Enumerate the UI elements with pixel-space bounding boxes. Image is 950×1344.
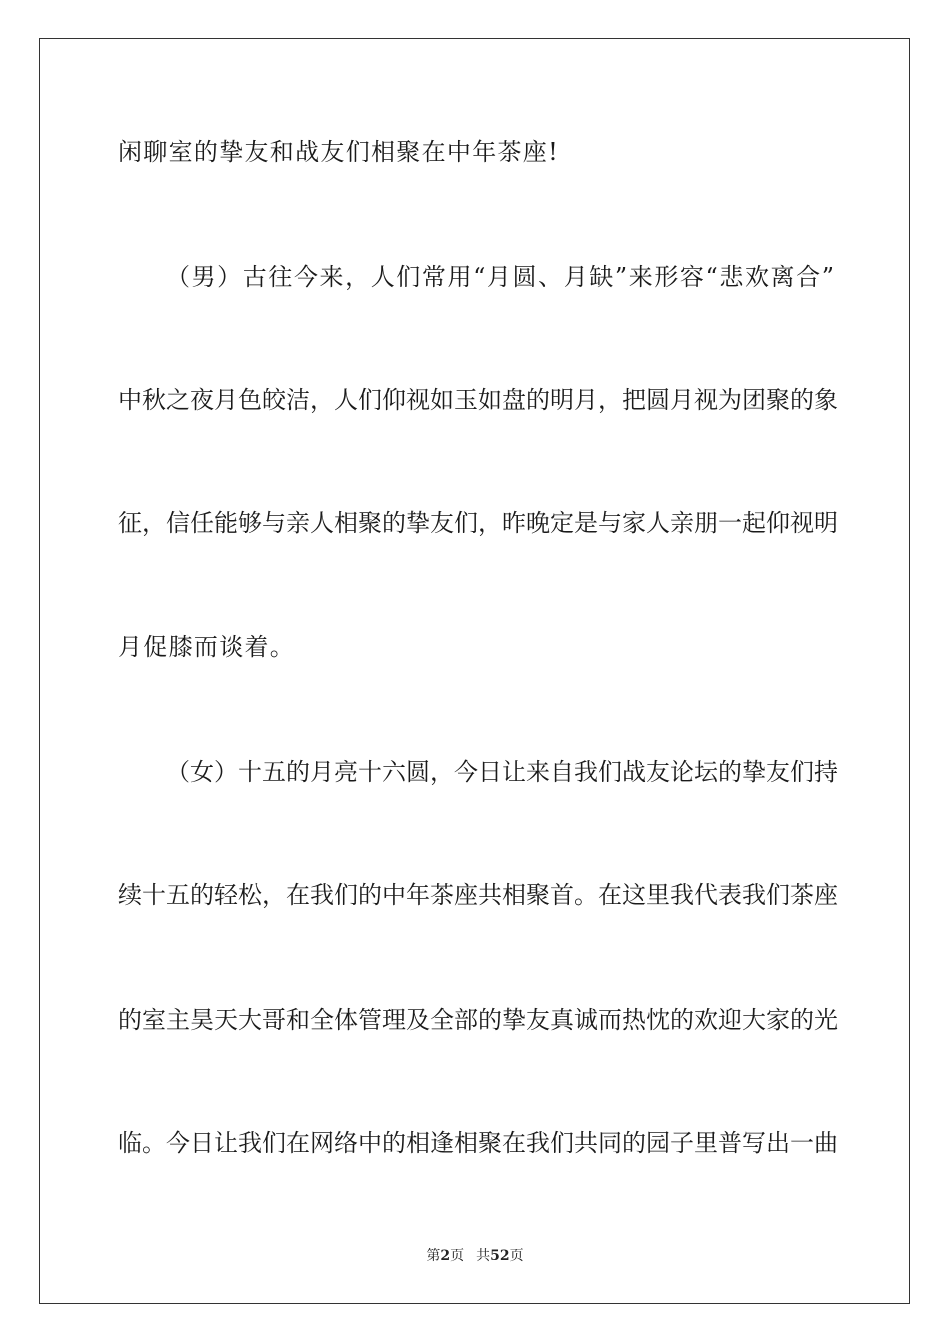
text-line-7: 续十五的轻松，在我们的中年茶座共相聚首。在这里我代表我们茶座 (118, 881, 838, 909)
text-line-5: 月促膝而谈着。 (118, 633, 296, 661)
text-line-2: （男）古往今来，人们常用“月圆、月缺”来形容“悲欢离合” (166, 263, 834, 291)
text-line-8: 的室主昊天大哥和全体管理及全部的挚友真诚而热忱的欢迎大家的光 (118, 1006, 838, 1034)
footer-total-pages: 52 (490, 1248, 510, 1264)
page-border (39, 38, 910, 1304)
footer-total-suffix: 页 (509, 1248, 524, 1264)
footer-total-prefix: 共 (476, 1248, 491, 1264)
page-footer (0, 1247, 950, 1265)
text-line-3: 中秋之夜月色皎洁，人们仰视如玉如盘的明月，把圆月视为团聚的象 (118, 386, 838, 414)
text-line-4: 征，信任能够与亲人相聚的挚友们，昨晚定是与家人亲朋一起仰视明 (118, 509, 838, 537)
footer-page-suffix: 页 (450, 1248, 465, 1264)
footer-page-number: 2 (440, 1248, 451, 1264)
footer-page-prefix: 第 (426, 1248, 441, 1264)
text-line-6: （女）十五的月亮十六圆，今日让来自我们战友论坛的挚友们持 (166, 758, 838, 786)
text-line-9: 临。今日让我们在网络中的相逢相聚在我们共同的园子里普写出一曲 (118, 1129, 838, 1157)
text-line-1: 闲聊室的挚友和战友们相聚在中年茶座! (118, 138, 560, 166)
